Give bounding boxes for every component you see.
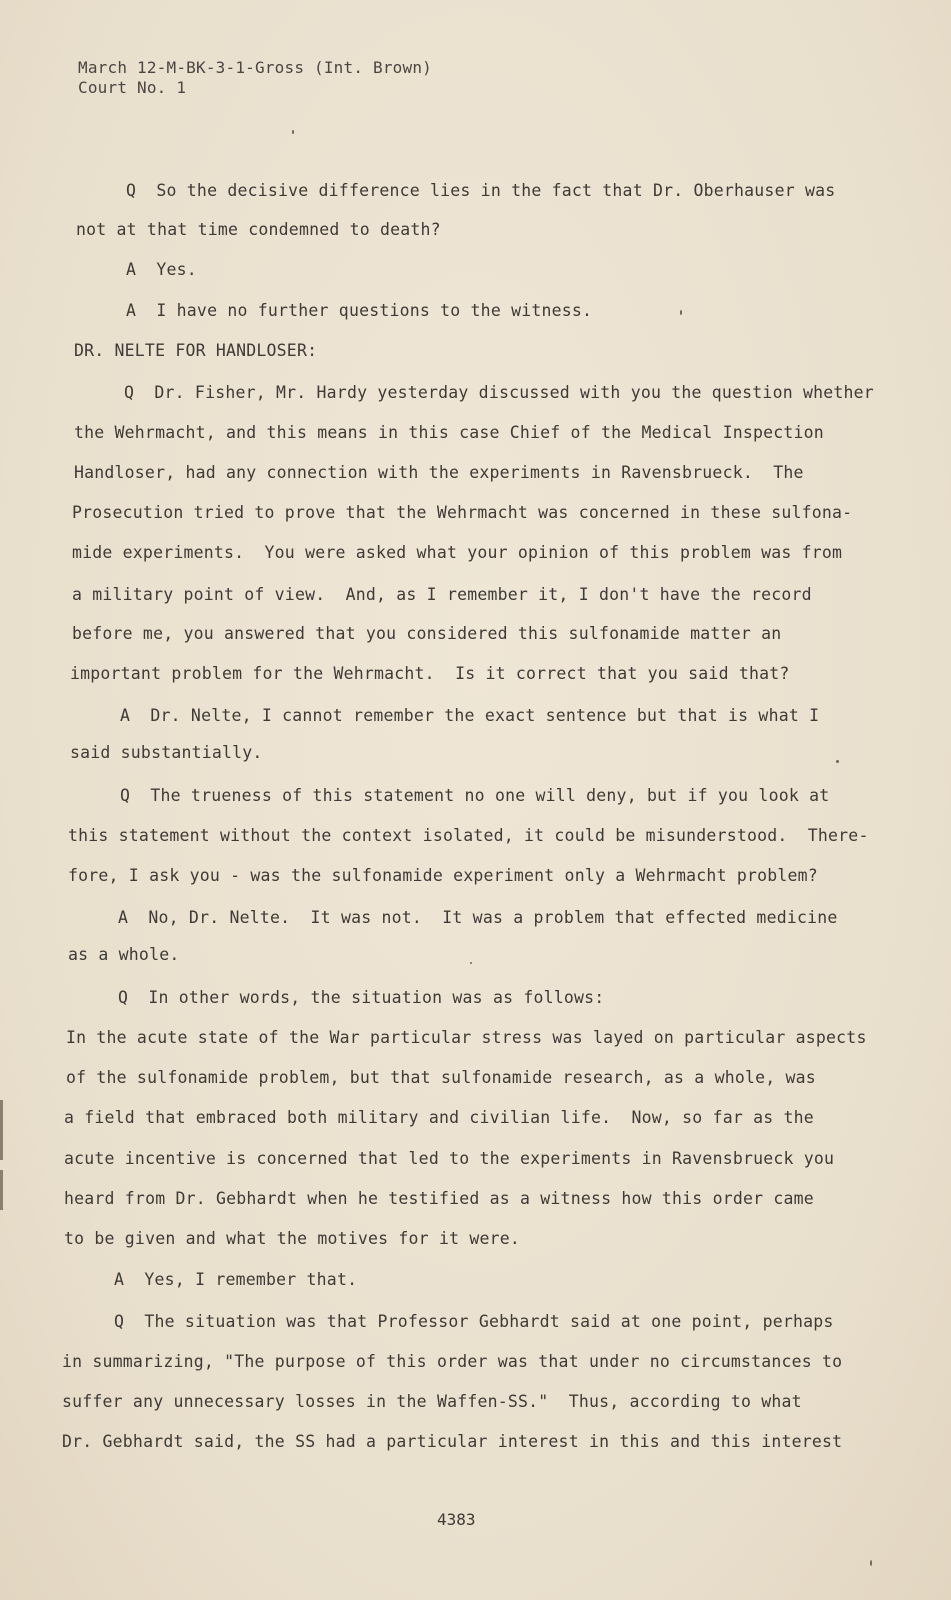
- body-line: suffer any unnecessary losses in the Waffen-SS." Thus, according to what: [62, 1392, 802, 1411]
- body-line: to be given and what the motives for it were.: [64, 1229, 521, 1248]
- page-edge-mark: [0, 1170, 3, 1210]
- body-line: this statement without the context isolated, it could be misunderstood. There-: [68, 826, 869, 845]
- body-line: important problem for the Wehrmacht. Is it correct that you said that?: [70, 664, 790, 683]
- body-line: Dr. Gebhardt said, the SS had a particular interest in this and this interest: [62, 1432, 843, 1451]
- body-line: Q In other words, the situation was as follows:: [118, 988, 605, 1007]
- body-line: In the acute state of the War particular stress was layed on particular aspects: [66, 1028, 867, 1047]
- body-line: heard from Dr. Gebhardt when he testified as a witness how this order came: [64, 1189, 814, 1208]
- body-line: the Wehrmacht, and this means in this case Chief of the Medical Inspection: [74, 423, 824, 442]
- body-line: A Yes.: [126, 260, 197, 279]
- body-line: Q The trueness of this statement no one will deny, but if you look at: [120, 786, 830, 805]
- body-line: a field that embraced both military and civilian life. Now, so far as the: [64, 1108, 814, 1127]
- body-line: A Dr. Nelte, I cannot remember the exact sentence but that is what I: [120, 706, 820, 725]
- paper-speck: [680, 310, 682, 315]
- body-line: fore, I ask you - was the sulfonamide experiment only a Wehrmacht problem?: [68, 866, 818, 885]
- body-line: in summarizing, "The purpose of this order was that under no circumstances to: [62, 1352, 843, 1371]
- body-line: before me, you answered that you considered this sulfonamide matter an: [72, 624, 782, 643]
- body-line: mide experiments. You were asked what your opinion of this problem was from: [72, 543, 843, 562]
- body-line: Q So the decisive difference lies in the fact that Dr. Oberhauser was: [126, 181, 836, 200]
- body-line: said substantially.: [70, 743, 263, 762]
- paper-speck: [836, 760, 839, 763]
- body-line: Prosecution tried to prove that the Wehrmacht was concerned in these sulfona-: [72, 503, 853, 522]
- body-line: not at that time condemned to death?: [76, 220, 441, 239]
- header-line-2: Court No. 1: [78, 78, 187, 97]
- page-number: 4383: [437, 1510, 476, 1529]
- body-line: A I have no further questions to the witness.: [126, 301, 593, 320]
- body-line: Q The situation was that Professor Gebhardt said at one point, perhaps: [114, 1312, 834, 1331]
- body-line: A Yes, I remember that.: [114, 1270, 358, 1289]
- speaker-heading: DR. NELTE FOR HANDLOSER:: [74, 341, 318, 360]
- paper-speck: [292, 130, 294, 134]
- body-line: A No, Dr. Nelte. It was not. It was a problem that effected medicine: [118, 908, 838, 927]
- body-line: Handloser, had any connection with the experiments in Ravensbrueck. The: [74, 463, 804, 482]
- page-edge-mark: [0, 1100, 3, 1160]
- body-line: a military point of view. And, as I remember it, I don't have the record: [72, 585, 812, 604]
- paper-speck: [470, 962, 472, 964]
- paper-speck: [870, 1560, 872, 1566]
- body-line: acute incentive is concerned that led to the experiments in Ravensbrueck you: [64, 1149, 835, 1168]
- body-line: of the sulfonamide problem, but that sulfonamide research, as a whole, was: [66, 1068, 816, 1087]
- body-line: as a whole.: [68, 945, 180, 964]
- header-line-1: March 12-M-BK-3-1-Gross (Int. Brown): [78, 58, 432, 77]
- body-line: Q Dr. Fisher, Mr. Hardy yesterday discussed with you the question whether: [124, 383, 874, 402]
